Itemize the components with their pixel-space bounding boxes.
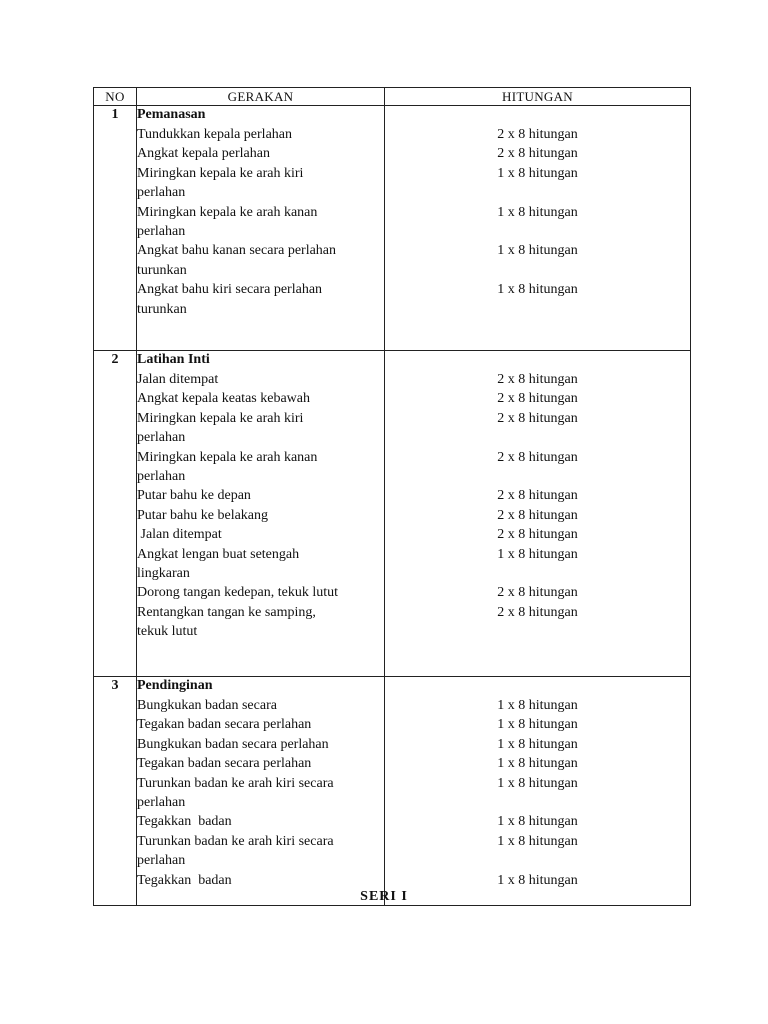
section-title: Pemanasan (137, 107, 206, 122)
movement-item (137, 409, 384, 448)
movement-text-line: Angkat bahu kanan secara perlahan (137, 243, 337, 259)
movement-text-line: perlahan (137, 853, 186, 869)
movement-text-line: tekuk lutut (137, 624, 198, 640)
series-label: SERI I (360, 889, 408, 904)
movement-item (137, 448, 384, 487)
table-row (94, 106, 691, 351)
count-value: 1 x 8 hitungan (497, 204, 578, 220)
movement-text-line: perlahan (137, 794, 186, 810)
movement-text-line: Miringkan kepala ke arah kiri (137, 165, 304, 181)
movement-text-line: Putar bahu ke depan (137, 488, 251, 504)
section-number: 2 (111, 352, 119, 367)
section-title: Latihan Inti (137, 352, 210, 367)
count-value: 2 x 8 hitungan (497, 604, 578, 620)
movement-item (137, 754, 384, 773)
movement-text-line: turunkan (137, 262, 187, 278)
header-row (94, 88, 691, 106)
movement-item (137, 203, 384, 242)
count-value: 2 x 8 hitungan (497, 410, 578, 426)
table-row (94, 351, 691, 677)
count-value: 1 x 8 hitungan (497, 775, 578, 791)
movement-text-line: Angkat bahu kiri secara perlahan (137, 282, 323, 298)
movement-text-line: lingkaran (137, 565, 190, 581)
movement-text-line: Tegakan badan secara perlahan (137, 717, 312, 733)
movement-item (137, 525, 384, 544)
section-title: Pendinginan (137, 678, 213, 693)
movement-text-line: Bungkukan badan secara (137, 698, 277, 713)
count-value: 1 x 8 hitungan (497, 243, 578, 259)
count-value: 1 x 8 hitungan (497, 756, 578, 772)
count-cell (385, 106, 691, 351)
count-value: 1 x 8 hitungan (497, 698, 578, 713)
section-number: 1 (111, 107, 119, 122)
movement-text-line: turunkan (137, 301, 187, 317)
movement-item (137, 715, 384, 734)
movement-text-line: Dorong tangan kedepan, tekuk lutut (137, 585, 339, 601)
count-value: 1 x 8 hitungan (497, 546, 578, 562)
movement-cell (137, 106, 385, 351)
movement-text-line: Angkat lengan buat setengah (137, 546, 300, 562)
movement-item (137, 164, 384, 203)
movement-item (137, 144, 384, 163)
movement-item (137, 545, 384, 584)
movement-text-line: Bungkukan badan secara perlahan (137, 736, 329, 752)
movement-item (137, 774, 384, 813)
movement-item (137, 696, 384, 715)
movement-text-line: Turunkan badan ke arah kiri secara (137, 833, 334, 849)
count-value: 2 x 8 hitungan (497, 507, 578, 523)
movement-item (137, 241, 384, 280)
count-value: 1 x 8 hitungan (497, 872, 578, 888)
movement-item (137, 389, 384, 408)
count-value: 2 x 8 hitungan (497, 127, 578, 142)
count-cell (385, 351, 691, 677)
count-value: 2 x 8 hitungan (497, 449, 578, 465)
movement-item (137, 871, 384, 890)
movement-item (137, 125, 384, 144)
exercise-table (93, 87, 691, 906)
movement-text-line: Tegakkan badan (137, 872, 232, 888)
count-value: 1 x 8 hitungan (497, 282, 578, 298)
movement-text-line: Tegakkan badan (137, 814, 232, 830)
count-value: 2 x 8 hitungan (497, 585, 578, 601)
movement-text-line: Tundukkan kepala perlahan (137, 127, 292, 142)
count-value: 2 x 8 hitungan (497, 372, 578, 387)
count-cell (385, 677, 691, 906)
movement-text-line: perlahan (137, 223, 186, 239)
movement-item (137, 812, 384, 831)
movement-text-line: Jalan ditempat (137, 372, 219, 387)
movement-item (137, 735, 384, 754)
movement-text-line: Miringkan kepala ke arah kanan (137, 204, 318, 220)
movement-item (137, 486, 384, 505)
movement-cell (137, 351, 385, 677)
count-value: 1 x 8 hitungan (497, 736, 578, 752)
section-number-cell (94, 351, 137, 677)
movement-text-line: Angkat kepala perlahan (137, 146, 270, 162)
movement-item (137, 832, 384, 871)
movement-item (137, 603, 384, 642)
movement-text-line: perlahan (137, 430, 186, 446)
movement-text-line: perlahan (137, 185, 186, 201)
count-value: 2 x 8 hitungan (497, 146, 578, 162)
count-value: 2 x 8 hitungan (497, 488, 578, 504)
count-value: 2 x 8 hitungan (497, 391, 578, 407)
section-number-cell (94, 677, 137, 906)
movement-text-line: Miringkan kepala ke arah kiri (137, 410, 304, 426)
movement-text-line: Tegakan badan secara perlahan (137, 756, 312, 772)
movement-item (137, 506, 384, 525)
movement-text-line: Rentangkan tangan ke samping, (137, 604, 316, 620)
movement-text-line: Turunkan badan ke arah kiri secara (137, 775, 334, 791)
movement-text-line: perlahan (137, 468, 186, 484)
movement-cell (137, 677, 385, 906)
movement-text-line: Angkat kepala keatas kebawah (137, 391, 310, 407)
count-value: 1 x 8 hitungan (497, 833, 578, 849)
count-value: 2 x 8 hitungan (497, 527, 578, 543)
header-no: NO (94, 88, 137, 106)
movement-item (137, 280, 384, 319)
count-value: 1 x 8 hitungan (497, 717, 578, 733)
movement-item (137, 370, 384, 389)
count-value: 1 x 8 hitungan (497, 814, 578, 830)
section-number: 3 (111, 678, 119, 693)
header-hitungan: HITUNGAN (385, 88, 691, 106)
section-number-cell (94, 106, 137, 351)
movement-text-line: Jalan ditempat (137, 527, 222, 543)
table-row (94, 677, 691, 906)
header-gerakan: GERAKAN (137, 88, 385, 106)
count-value: 1 x 8 hitungan (497, 165, 578, 181)
movement-text-line: Putar bahu ke belakang (137, 507, 269, 523)
table-body (94, 106, 691, 906)
movement-item (137, 583, 384, 602)
movement-text-line: Miringkan kepala ke arah kanan (137, 449, 318, 465)
